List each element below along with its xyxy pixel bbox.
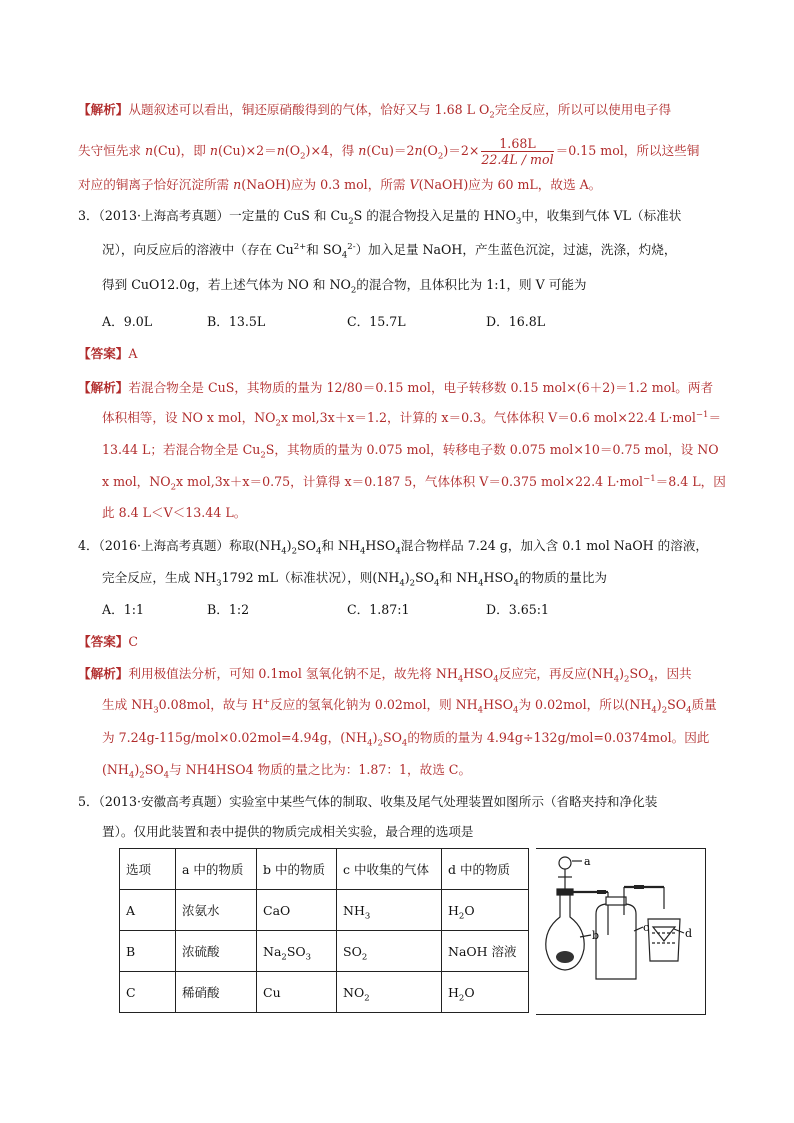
prev-explanation-line-3: 对应的铜离子恰好沉淀所需 n(NaOH)应为 0.3 mol，所需 V(NaOH)应为 60 mL，故选 A。: [78, 177, 602, 192]
q4-option-c: C．1.87:1: [347, 602, 410, 617]
q4-explanation-line-2: 生成 $NH_30.08mol$，故与 H+反应的氢氧化钠为 0.02mol，则 $NH_4HSO_4$为 0.02mol，所以$(NH_4)_2SO_4$质量: [102, 696, 717, 716]
q5-stem-line-1: 5．（2013·安徽高考真题）实验室中某些气体的制取、收集及尾气处理装置如图所示（省略夹持和净化装: [78, 794, 658, 809]
q3-stem-line-3: 得到 CuO12.0g，若上述气体为 NO 和 $NO_2$的混合物，且体积比为 1:1，则 V 可能为: [102, 277, 587, 296]
label-d: d: [685, 927, 693, 940]
beaker-d: [648, 919, 680, 961]
q4-answer: 【答案】C: [78, 634, 139, 649]
q3-option-c: C．15.7L: [347, 314, 406, 329]
q4-explanation-line-1: 【解析】利用极值法分析，可知 0.1mol 氢氧化钠不足，故先将 $NH_4HSO_4$反应完，再反应$(NH_4)_2SO_4$，因共: [78, 666, 692, 685]
table-row: C 稀硝酸 Cu $NO_2$ $H_2O$: [120, 972, 529, 1013]
q3-option-a: A．9.0L: [102, 314, 153, 329]
q4-stem-line-2: 完全反应，生成 $NH_31792$ mL（标准状况），则$(NH_4)_2SO_4$和 $NH_4HSO_4$的物质的量比为: [102, 570, 608, 589]
header-cell: 选项: [120, 849, 176, 890]
funnel-bulb: [559, 857, 571, 869]
q4-option-b: B．1:2: [207, 602, 250, 617]
q3-explanation-line-4: x mol，$NO_2x$ mol,3x＋x＝0.75，计算得 x＝0.187 5，气体体积 V＝0.375 mol×22.4 L·mol$^{-1}$＝8.4 L，因: [102, 473, 726, 493]
q5-stem-line-2: 置）。仅用此装置和表中提供的物质完成相关实验，最合理的选项是: [102, 824, 474, 839]
table-row: A 浓氨水 CaO $NH_3$ $H_2O$: [120, 890, 529, 931]
q4-explanation-line-3: 为 7.24g-115g/mol×0.02mol=4.94g，$(NH_4)_2SO_4$的物质的量为 4.94g÷132g/mol=0.0374mol。因此: [102, 730, 710, 749]
header-cell: c 中收集的气体: [337, 849, 442, 890]
q5-table: [119, 848, 529, 1013]
prev-explanation-line-2: 失守恒先求 n(Cu)，即 $n(Cu)\times 2=n(O_2)\times 4$，得 $n(Cu)=2n(O_2)=2\times$ $\frac{1.68L}{\text{22.4L / mol}}$ ＝0.15 mol，所以这些铜: [78, 136, 700, 167]
q3-explanation-line-3: 13.44 L；若混合物全是 $Cu_2S$，其物质的量为 0.075 mol，转移电子数 0.075 mol×10＝0.75 mol，设 NO: [102, 442, 719, 461]
q4-option-d: D．3.65:1: [486, 602, 549, 617]
label-b: b: [592, 929, 600, 942]
q3-stem-line-2: 况），向反应后的溶液中（存在 $Cu^{2+}$和 $SO_4^{2-}$）加入足量 NaOH，产生蓝色沉淀，过滤，洗涤，灼烧，: [102, 241, 677, 261]
label-a: a: [584, 855, 591, 868]
q4-option-a: A．1:1: [102, 602, 144, 617]
fraction: $\frac{1.68L}{\text{22.4L / mol}}$: [481, 136, 554, 167]
label-c: c: [643, 921, 650, 934]
explanation-tag: 【解析】: [78, 102, 129, 117]
q3-answer: 【答案】A: [78, 346, 138, 361]
q3-stem-line-1: 3．（2013·上海高考真题）一定量的 CuS 和 $Cu_2S$ 的混合物投入足量的 $HNO_3$中，收集到气体 VL（标准状: [78, 208, 682, 227]
q4-explanation-line-4: $(NH_4)_2SO_4$与 NH4HSO4 物质的量之比为：1.87：1，故选 C。: [102, 762, 472, 781]
apparatus-figure: [536, 848, 706, 1015]
q3-explanation-line-5: 此 8.4 L＜V＜13.44 L。: [102, 505, 247, 520]
bottle-c: [596, 904, 636, 979]
q3-explanation-line-2: 体积相等，设 NO x mol，$NO_2x$ mol,3x＋x＝1.2，计算的 x＝0.3。气体体积 V＝0.6 mol×22.4 L·mol$^{-1}$＝: [102, 409, 722, 429]
header-cell: b 中的物质: [257, 849, 337, 890]
header-cell: d 中的物质: [442, 849, 529, 890]
prev-explanation-line-1: 【解析】从题叙述可以看出，铜还原硝酸得到的气体，恰好又与 1.68 L $O_2$完全反应，所以可以使用电子得: [78, 102, 672, 121]
q4-stem-line-1: 4．（2016·上海高考真题）称取$(NH_4)_2SO_4$和 $NH_4HSO_4$混合物样品 7.24 g，加入含 0.1 mol NaOH 的溶液，: [78, 538, 709, 557]
q3-explanation-line-1: 【解析】若混合物全是 CuS，其物质的量为 12/80＝0.15 mol，电子转移数 0.15 mol×(6＋2)＝1.2 mol。两者: [78, 380, 714, 395]
table-header-row: [120, 849, 529, 890]
apparatus-drawing: [536, 849, 705, 1014]
q3-option-d: D．16.8L: [486, 314, 546, 329]
table-row: B 浓硫酸 $Na_2SO_3$ $SO_2$ NaOH 溶液: [120, 931, 529, 972]
header-cell: a 中的物质: [176, 849, 257, 890]
q3-option-b: B．13.5L: [207, 314, 266, 329]
